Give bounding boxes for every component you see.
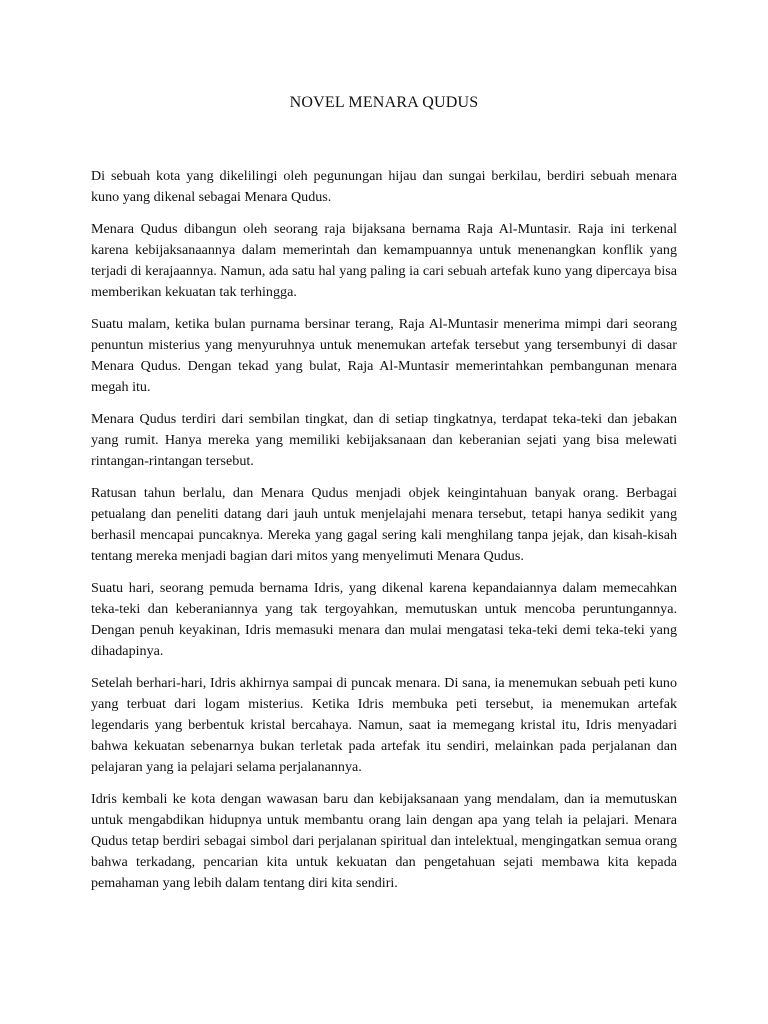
paragraph: Menara Qudus terdiri dari sembilan tingkat, dan di setiap tingkatnya, terdapat teka-teki dan jebakan yang rumit. Hanya mereka yang memiliki kebijaksanaan dan keberanian sejati yang bisa melewati rintangan-rintangan tersebut.: [91, 411, 677, 469]
paragraph: Di sebuah kota yang dikelilingi oleh pegunungan hijau dan sungai berkilau, berdiri sebuah menara kuno yang dikenal sebagai Menara Qudus.: [91, 168, 677, 205]
document-body: [91, 166, 677, 905]
document-title: NOVEL MENARA QUDUS: [289, 94, 479, 111]
paragraph: Suatu malam, ketika bulan purnama bersinar terang, Raja Al-Muntasir menerima mimpi dari seorang penuntun misterius yang menyuruhnya untuk menemukan artefak tersebut yang tersembunyi di dasar Menara Qudus. Dengan tekad yang bulat, Raja Al-Muntasir memerintahkan pembangunan menara megah itu.: [91, 316, 677, 395]
paragraph: Idris kembali ke kota dengan wawasan baru dan kebijaksanaan yang mendalam, dan ia memutuskan untuk mengabdikan hidupnya untuk membantu orang lain dengan apa yang telah ia pelajari. Menara Qudus tetap berdiri sebagai simbol dari perjalanan spiritual dan intelektual, mengingatkan semua orang bahwa terkadang, pencarian kita untuk kekuatan dan pengetahuan sejati membawa kita kepada pemahaman yang lebih dalam tentang diri kita sendiri.: [91, 791, 677, 891]
paragraph: Suatu hari, seorang pemuda bernama Idris, yang dikenal karena kepandaiannya dalam memecahkan teka-teki dan keberaniannya yang tak tergoyahkan, memutuskan untuk mencoba peruntungannya. Dengan penuh keyakinan, Idris memasuki menara dan mulai mengatasi teka-teki demi teka-teki yang dihadapinya.: [91, 580, 677, 659]
paragraph: Setelah berhari-hari, Idris akhirnya sampai di puncak menara. Di sana, ia menemukan sebuah peti kuno yang terbuat dari logam misterius. Ketika Idris membuka peti tersebut, ia menemukan artefak legendaris yang berbentuk kristal bercahaya. Namun, saat ia memegang kristal itu, Idris menyadari bahwa kekuatan sebenarnya bukan terletak pada artefak itu sendiri, melainkan pada perjalanan dan pelajaran yang ia pelajari selama perjalanannya.: [91, 675, 677, 775]
paragraph: Menara Qudus dibangun oleh seorang raja bijaksana bernama Raja Al-Muntasir. Raja ini terkenal karena kebijaksanaannya dalam memerintah dan kemampuannya untuk menenangkan konflik yang terjadi di kerajaannya. Namun, ada satu hal yang paling ia cari sebuah artefak kuno yang dipercaya bisa memberikan kekuatan tak terhingga.: [91, 221, 677, 300]
paragraph: Ratusan tahun berlalu, dan Menara Qudus menjadi objek keingintahuan banyak orang. Berbagai petualang dan peneliti datang dari jauh untuk menjelajahi menara tersebut, tetapi hanya sedikit yang berhasil mencapai puncaknya. Mereka yang gagal sering kali menghilang tanpa jejak, dan kisah-kisah tentang mereka menjadi bagian dari mitos yang menyelimuti Menara Qudus.: [91, 485, 677, 564]
